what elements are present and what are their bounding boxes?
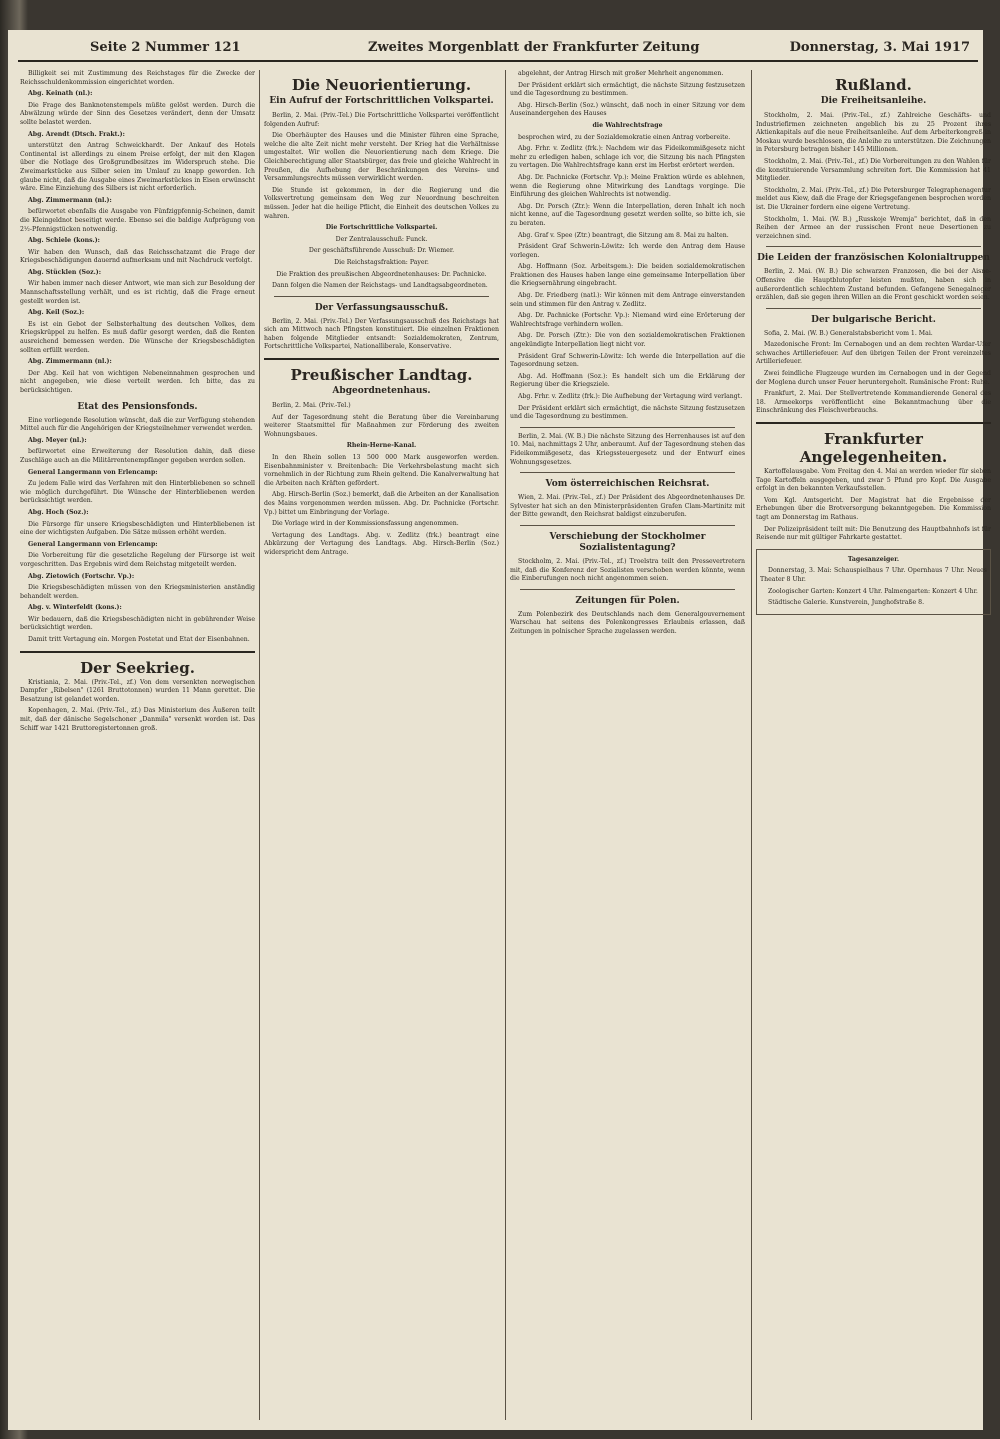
speaker-label: Abg. Hoch (Soz.): xyxy=(28,508,89,516)
article-paragraph: Kopenhagen, 2. Mai. (Priv.-Tel., zf.) Das Ministerium des Äußeren teilt mit, daß der dänische Segelschoner „Danmila" versenkt worden ist. Das Schiff war 1421 Bruttoregistertonnen groß. xyxy=(20,707,255,732)
article-paragraph: Präsident Graf Schwerin-Löwitz: Ich werde die Interpellation auf die Tagesordnung setzen. xyxy=(510,352,745,369)
section-divider xyxy=(264,358,499,360)
listing-entry: Städtische Galerie. Kunstverein, Junghofstraße 8. xyxy=(768,599,925,607)
section-heading: Der Verfassungsausschuß. xyxy=(314,302,449,313)
article-paragraph: Abg. Dr. Porsch (Ztr.): Wenn die Interpellation, deren Inhalt ich noch nicht kenne, auf die Tagesordnung gesetzt werden sollte, so bitte ich, sie zu beraten. xyxy=(510,202,745,227)
section-divider xyxy=(766,308,981,309)
signature-line: Der geschäftsführende Ausschuß: Dr. Wiemer. xyxy=(308,247,455,255)
article-subheadline: Abgeordnetenhaus. xyxy=(332,386,431,397)
speaker-label: Abg. Zietowich (Fortschr. Vp.): xyxy=(28,572,135,580)
article-paragraph: Abg. Hoffmann (Soz. Arbeitsgem.): Die beiden sozialdemokratischen Fraktionen des Hauses haben lange eine gemeinsame Interpellation über die Kriegsernährung eingebracht. xyxy=(510,263,745,288)
section-heading: Etat des Pensionsfonds. xyxy=(77,401,198,412)
article-paragraph: Wir haben den Wunsch, daß das Reichsschatzamt die Frage der Kriegsbeschädigungen dauernd aufmerksam und mit Nachdruck verfolgt. xyxy=(20,248,255,265)
article-paragraph: Die Fürsorge für unsere Kriegsbeschädigten und Hinterbliebenen ist eine der wichtigsten Aufgaben. Die Sätze müssen erhöht werden. xyxy=(20,520,255,537)
article-paragraph: Die Stunde ist gekommen, in der die Regierung und die Volksvertretung gemeinsam den Weg zur Neuordnung beschreiten müssen. Jeder hat die heilige Pflicht, die Einheit des deutschen Volkes zu wahren. xyxy=(264,186,499,220)
column-rule xyxy=(751,70,752,1420)
event-listings-box xyxy=(756,549,991,615)
article-paragraph: Auf der Tagesordnung steht die Beratung über die Vereinbarung weiterer Staatsmittel für Maßnahmen zur Förderung des zweiten Wohnungsbaues. xyxy=(264,413,499,438)
article-paragraph: Die Kriegsbeschädigten müssen von den Kriegsministerien anständig behandelt werden. xyxy=(20,584,255,600)
article-subheadline: Ein Aufruf der Fortschrittlichen Volkspartei. xyxy=(269,96,494,106)
speaker-label: General Langermann von Erlencamp: xyxy=(28,540,158,548)
article-paragraph: Frankfurt, 2. Mai. Der Stellvertretende Kommandierende General des 18. Armeekorps veröffentlicht eine Bekanntmachung über die Einschränkung des Fleischverbrauchs. xyxy=(756,390,991,415)
section-divider xyxy=(756,422,991,424)
speaker-label: General Langermann von Erlencamp: xyxy=(28,468,158,476)
section-heading: Zeitungen für Polen. xyxy=(575,595,680,606)
article-paragraph: Dann folgen die Namen der Reichstags- und Landtagsabgeordneten. xyxy=(272,282,488,290)
article-paragraph: Eine vorliegende Resolution wünscht, daß die zur Verfügung stehenden Mittel auch für die Angehörigen der Kriegsteilnehmer verwendet werden. xyxy=(20,416,255,433)
issue-date: Donnerstag, 3. Mai 1917 xyxy=(789,40,970,55)
article-paragraph: Berlin, 2. Mai. (Priv.-Tel.) xyxy=(272,402,351,410)
article-paragraph: Der Polizeipräsident teilt mit: Die Benutzung des Hauptbahnhofs ist für Reisende nur mit gültiger Fahrkarte gestattet. xyxy=(756,525,991,542)
section-divider xyxy=(520,589,735,590)
section-heading: Verschiebung der Stockholmer Sozialistentagung? xyxy=(549,531,706,553)
article-paragraph: Wien, 2. Mai. (Priv.-Tel., zf.) Der Präsident des Abgeordnetenhauses Dr. Sylvester hat sich an den Ministerpräsidenten Grafen Clam-Martinitz mit der Bitte gewandt, den Reichsrat baldigst einzuberufen. xyxy=(510,494,745,519)
article-paragraph: Abg. Dr. Porsch (Ztr.): Die von den sozialdemokratischen Fraktionen angekündigte Interpellation liegt nicht vor. xyxy=(510,332,745,349)
article-headline: Frankfurter Angelegenheiten. xyxy=(799,430,948,467)
article-headline: Die Neuorientierung. xyxy=(291,76,472,94)
article-paragraph: Billigkeit sei mit Zustimmung des Reichstages für die Zwecke der Reichsschuldenkommission eingerichtet worden. xyxy=(20,70,255,86)
article-paragraph: Berlin, 2. Mai. (Priv.-Tel.) Der Verfassungsausschuß des Reichstags hat sich am Mittwoch nach Pfingsten konstituiert. Die einzelnen Fraktionen haben folgende Mitglieder entsandt: Sozialdemokraten, Zentrum, Fortschrittliche Volkspartei, Nationalliberale, Konservative. xyxy=(264,317,499,351)
article-paragraph: Sofia, 2. Mai. (W. B.) Generalstabsbericht vom 1. Mai. xyxy=(764,329,933,337)
article-paragraph: Stockholm, 2. Mai. (Priv.-Tel., zf.) Zahlreiche Geschäfts- und Industriefirmen zeichneten angeblich bis zu 25 Prozent ihres Aktienkapitals auf die neue Freiheitsanleihe. Auf dem Arbeiterkongreß in Moskau wurde beschlossen, die Anleihe zu unterstützen. Die Zeichnungen in Petersburg betragen bisher 145 Millionen. xyxy=(756,112,991,154)
page-number-label: Seite 2 Nummer 121 xyxy=(90,40,241,55)
newspaper-title: Zweites Morgenblatt der Frankfurter Zeitung xyxy=(368,40,700,55)
speaker-label: Abg. Schiele (kons.): xyxy=(28,237,100,245)
article-paragraph: Vom Kgl. Amtsgericht. Der Magistrat hat die Ergebnisse der Erhebungen über die Brotversorgung bekanntgegeben. Die Kommission tagt am Donnerstag im Rathaus. xyxy=(756,496,991,521)
section-divider xyxy=(520,427,735,428)
speaker-label: Abg. v. Winterfeldt (kons.): xyxy=(28,604,122,612)
column-rule xyxy=(505,70,506,1420)
masthead xyxy=(18,38,978,62)
article-paragraph: unterstützt den Antrag Schweickhardt. Der Ankauf des Hotels Continental ist allerdings zu einem Preise erfolgt, der mit den Klagen über die Notlage des Großgrundbesitzes im Widerspruch stehe. Die Zweimarkstücke aus Silber seien im Umlauf zu knapp geworden. Ich glaube nicht, daß die Ausgabe eines Zweimarkstückes in Eisen erwünscht wäre. Eine Einziehung des Silbers ist nicht erforderlich. xyxy=(20,142,255,193)
signature-line: Der Zentralausschuß: Funck. xyxy=(335,235,428,243)
article-paragraph: Berlin, 2. Mai. (W. B.) Die nächste Sitzung des Herrenhauses ist auf den 10. Mai, nachmittags 2 Uhr, anberaumt. Auf der Tagesordnung stehen das Fideikommißgesetz, das Kriegssteuergesetz und der Entwurf eines Wohnungsgesetzes. xyxy=(510,432,745,466)
section-divider xyxy=(20,651,255,653)
section-divider xyxy=(520,472,735,473)
article-paragraph: Abg. Dr. Pachnicke (Fortschr. Vp.): Meine Fraktion würde es ablehnen, wenn die Regierung ohne Mitwirkung des Landtags vorginge. Die Einführung des gleichen Wahlrechts ist notwendig. xyxy=(510,173,745,199)
article-paragraph: Die Vorbereitung für die gesetzliche Regelung der Fürsorge ist weit vorgeschritten. Das Ergebnis wird dem Reichstag mitgeteilt werden. xyxy=(20,552,255,568)
article-paragraph: Abg. Dr. Pachnicke (Fortschr. Vp.): Niemand wird eine Erörterung der Wahlrechtsfrage verhindern wollen. xyxy=(510,312,745,328)
article-headline: Preußischer Landtag. xyxy=(290,366,473,385)
article-paragraph: Kartoffelausgabe. Vom Freitag den 4. Mai an werden wieder für sieben Tage Kartoffeln ausgegeben, und zwar 5 Pfund pro Kopf. Die Ausgabe erfolgt in den bekannten Verkaufsstellen. xyxy=(756,468,991,493)
article-paragraph: Der Präsident erklärt sich ermächtigt, die nächste Sitzung festzusetzen und die Tagesordnung zu bestimmen. xyxy=(510,404,745,421)
article-paragraph: Zum Polenbezirk des Deutschlands nach dem Generalgouvernement Warschau hat seitens des Polenkongresses Erlaubnis erlassen, daß Zeitungen in polnischer Sprache zugelassen werden. xyxy=(510,610,745,635)
article-headline: Rußland. xyxy=(835,76,912,94)
article-paragraph: Mazedonische Front: Im Cernabogen und an dem rechten Wardar-Ufer schwaches Artilleriefeuer. Auf den übrigen Teilen der Front vereinzeltes Artilleriefeuer. xyxy=(756,341,991,366)
article-paragraph: Wir haben immer nach dieser Antwort, wie man sich zur Besoldung der Mannschaftsstellung verhält, und es ist richtig, daß die Frage erneut gestellt worden ist. xyxy=(20,280,255,305)
article-paragraph: Abg. Hirsch-Berlin (Soz.) bemerkt, daß die Arbeiten an der Kanalisation des Mains vorgenommen werden müssen. Abg. Dr. Pachnicke (Fortschr. Vp.) bittet um Einbringung der Vorlage. xyxy=(264,491,499,516)
article-paragraph: Damit tritt Vertagung ein. Morgen Postetat und Etat der Eisenbahnen. xyxy=(28,636,250,644)
article-paragraph: Die Frage des Banknotenstempels müßte gelöst werden. Durch die Abwälzung würde der Sinn des Gesetzes verändert, denn der Umsatz sollte belastet werden. xyxy=(20,101,255,126)
section-heading: Die Leiden der französischen Kolonialtruppen xyxy=(757,253,990,264)
article-paragraph: Abg. Graf v. Spee (Ztr.) beantragt, die Sitzung am 8. Mai zu halten. xyxy=(518,231,729,239)
signature-line: Die Fortschrittliche Volkspartei. xyxy=(325,224,438,232)
listing-entry: Donnerstag, 3. Mai: Schauspielhaus 7 Uhr. Opernhaus 7 Uhr. Neues Theater 8 Uhr. xyxy=(760,567,987,583)
article-headline: Der Seekrieg. xyxy=(80,658,195,677)
article-paragraph: Stockholm, 2. Mai. (Priv.-Tel., zf.) Die Petersburger Telegraphenagentur meldet aus Kiew, daß die Frage der Kriegsgefangenen besprochen worden ist. Die Ukrainer fordern eine eigene Vertretung. xyxy=(756,186,991,211)
article-paragraph: Stockholm, 2. Mai. (Priv.-Tel., zf.) Die Vorbereitungen zu den Wahlen für die konstituierende Versammlung schreiten fort. Die Kommission hat 41 Mitglieder. xyxy=(756,157,991,183)
article-paragraph: Die Oberhäupter des Hauses und die Minister führen eine Sprache, welche die alte Zeit nicht mehr versteht. Der Krieg hat die Verhältnisse umgestaltet. Wir wollen die Neuorientierung nach dem Kriege. Die Gleichberechtigung aller Staatsbürger, das freie und gleiche Wahlrecht in Preußen, die Aufhebung der Beschränkungen des Vereins- und Versammlungsrechts müssen verwirklicht werden. xyxy=(264,132,499,183)
article-paragraph: Abg. Ad. Hoffmann (Soz.): Es handelt sich um die Erklärung der Regierung über die Kriegsziele. xyxy=(510,372,745,389)
section-divider xyxy=(274,296,489,297)
article-paragraph: Kristiania, 2. Mai. (Priv.-Tel., zf.) Von dem versenkten norwegischen Dampfer „Ribelsen" (1261 Bruttotonnen) wurden 11 Mann gerettet. Die Besatzung ist gelandet worden. xyxy=(20,678,255,703)
column-2 xyxy=(264,70,499,1420)
column-4 xyxy=(756,70,991,1420)
listings-title: Tagesanzeiger. xyxy=(847,555,900,563)
inline-heading: die Wahlrechtsfrage xyxy=(592,121,663,129)
article-paragraph: Stockholm, 2. Mai. (Priv.-Tel., zf.) Troelstra teilt den Pressevertretern mit, daß die Konferenz der Sozialisten verschoben werden könnte, wenn die Einberufungen noch nicht angenommen seien. xyxy=(510,557,745,583)
listing-entry: Zoologischer Garten: Konzert 4 Uhr. Palmengarten: Konzert 4 Uhr. xyxy=(768,587,978,595)
article-paragraph: Zwei feindliche Flugzeuge wurden im Cernabogen und in der Gegend der Moglena durch unser Feuer heruntergeholt. Rumänische Front: Ruhe. xyxy=(756,370,991,386)
section-heading: Vom österreichischen Reichsrat. xyxy=(545,479,710,490)
speaker-label: Abg. Zimmermann (nl.): xyxy=(28,358,112,366)
article-subheadline: Die Freiheitsanleihe. xyxy=(820,96,927,106)
signature-line: Die Fraktion des preußischen Abgeordnetenhauses: Dr. Pachnicke. xyxy=(276,270,487,278)
article-paragraph: befürwortet ebenfalls die Ausgabe von Fünfzigpfennig-Scheinen, damit die Kleingeldnot beseitigt werde. Ebenso sei die baldige Aufprägung von 2½-Pfennigstücken notwendig. xyxy=(20,208,255,233)
article-paragraph: besprochen wird, zu der Sozialdemokratie einen Antrag vorbereite. xyxy=(518,133,731,141)
article-paragraph: Abg. Frhr. v. Zedlitz (frk.): Nachdem wir das Fideikommißgesetz nicht mehr zu erledigen haben, schlage ich vor, die Sitzung bis nach Pfingsten zu vertagen. Die Wahlrechtsfrage kann erst im Herbst erörtert werden. xyxy=(510,145,745,170)
article-paragraph: Stockholm, 1. Mai. (W. B.) „Russkoje Wremja" berichtet, daß in den Reihen der Armee an der russischen Front neue Desertionen zu verzeichnen sind. xyxy=(756,215,991,240)
article-paragraph: Abg. Dr. Friedberg (natl.): Wir können mit dem Antrage einverstanden sein und stimmen für den Antrag v. Zedlitz. xyxy=(510,292,745,308)
article-paragraph: Der Präsident erklärt sich ermächtigt, die nächste Sitzung festzusetzen und die Tagesordnung zu bestimmen. xyxy=(510,81,745,98)
article-paragraph: Es ist ein Gebot der Selbsterhaltung des deutschen Volkes, dem Kriegskrüppel zu helfen. Es muß dafür gesorgt werden, daß die Renten ausreichend bemessen werden. Die Wünsche der Kriegsbeschädigten sollten erfüllt werden. xyxy=(20,320,255,354)
article-paragraph: Vertagung des Landtags. Abg. v. Zedlitz (frk.) beantragt eine Abkürzung der Vertagung des Landtags. Abg. Hirsch-Berlin (Soz.) widerspricht dem Antrage. xyxy=(264,531,499,556)
speaker-label: Abg. Stücklen (Soz.): xyxy=(28,268,101,276)
article-paragraph: Der Abg. Keil hat von wichtigen Nebeneinnahmen gesprochen und nicht angegeben, wie diese verteilt werden. Ich bitte, das zu berücksichtigen. xyxy=(20,369,255,394)
article-paragraph: Die Vorlage wird in der Kommissionsfassung angenommen. xyxy=(272,520,459,528)
column-rule xyxy=(259,70,260,1420)
article-paragraph: abgelehnt, der Antrag Hirsch mit großer Mehrheit angenommen. xyxy=(518,70,724,77)
section-divider xyxy=(766,246,981,247)
speaker-label: Abg. Zimmermann (nl.): xyxy=(28,196,112,204)
newspaper-page xyxy=(8,30,991,1430)
article-paragraph: befürwortet eine Erweiterung der Resolution dahin, daß diese Zuschläge auch an die Militärrentenempfänger gegeben werden sollen. xyxy=(20,448,255,464)
column-1 xyxy=(20,70,255,1420)
article-paragraph: Abg. Frhr. v. Zedlitz (frk.): Die Aufhebung der Vertagung wird verlangt. xyxy=(518,393,743,400)
section-heading: Der bulgarische Bericht. xyxy=(811,314,936,325)
speaker-label: Abg. Arendt (Dtsch. Frakt.): xyxy=(28,130,125,138)
article-paragraph: In den Rhein sollen 13 500 000 Mark ausgeworfen werden. Eisenbahnminister v. Breitenbach: Die Verkehrsbelastung macht sich vornehmlich in der Richtung zum Rhein geltend. Die Kanalverwaltung hat die Arbeiten nach Kräften gefördert. xyxy=(264,454,499,487)
article-paragraph: Präsident Graf Schwerin-Löwitz: Ich werde den Antrag dem Hause vorlegen. xyxy=(510,243,745,259)
signature-line: Die Reichstagsfraktion: Payer. xyxy=(334,258,429,266)
section-divider xyxy=(520,525,735,526)
section-heading: Rhein-Herne-Kanal. xyxy=(346,442,417,450)
article-paragraph: Berlin, 2. Mai. (Priv.-Tel.) Die Fortschrittliche Volkspartei veröffentlicht folgenden Aufruf: xyxy=(264,112,499,128)
article-paragraph: Berlin, 2. Mai. (W. B.) Die schwarzen Franzosen, die bei der Aisne-Offensive die Hauptblutopfer leisten mußten, haben sich in außerordentlich schlechtem Zustand befunden. Gefangene Senegalneger erzählen, daß sie gegen ihren Willen an die Front geschickt worden seien. xyxy=(756,268,991,302)
article-paragraph: Abg. Hirsch-Berlin (Soz.) wünscht, daß noch in einer Sitzung vor dem Auseinandergehen des Hauses xyxy=(510,101,745,118)
article-paragraph: Zu jedem Falle wird das Verfahren mit den Hinterbliebenen so schnell wie möglich durchgeführt. Die Wünsche der Hinterbliebenen werden berücksichtigt werden. xyxy=(20,480,255,505)
speaker-label: Abg. Meyer (nl.): xyxy=(28,436,87,444)
article-paragraph: Wir bedauern, daß die Kriegsbeschädigten nicht in gebührender Weise berücksichtigt werden. xyxy=(20,615,255,632)
column-3 xyxy=(510,70,745,1420)
speaker-label: Abg. Keinath (nl.): xyxy=(28,90,93,98)
speaker-label: Abg. Keil (Soz.): xyxy=(28,309,85,317)
